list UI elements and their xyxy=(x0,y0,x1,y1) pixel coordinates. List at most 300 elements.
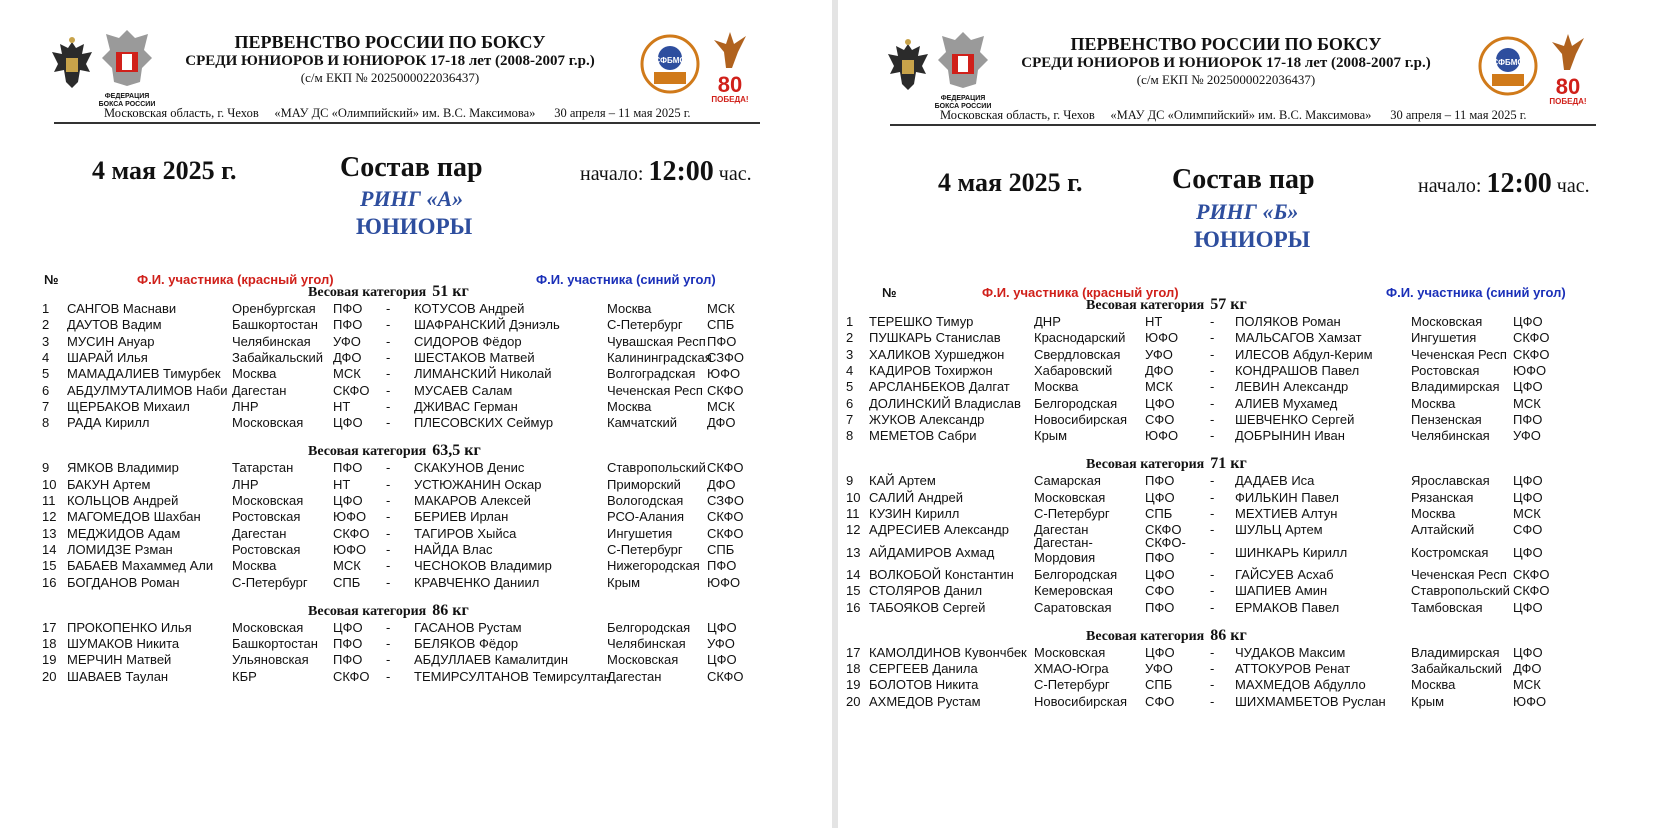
versus-dash: - xyxy=(1210,314,1215,329)
victory-80-number: 80 xyxy=(717,72,743,97)
pair-row xyxy=(0,477,832,494)
red-fighter-district: СФО xyxy=(1145,693,1175,709)
red-fighter-region: Ростовская xyxy=(232,509,301,525)
blue-fighter-region: Ярославская xyxy=(1411,473,1490,489)
blue-fighter-district: МСК xyxy=(707,301,735,316)
venue-dates: 30 апреля – 11 мая 2025 г. xyxy=(554,106,691,120)
versus-dash: - xyxy=(386,509,391,525)
blue-fighter-name: КОТУСОВ Андрей xyxy=(414,301,525,316)
blue-fighter-region: Приморский xyxy=(607,476,681,492)
red-fighter-name: ДОЛИНСКИЙ Владислав xyxy=(869,395,1021,411)
bout-number: 2 xyxy=(846,330,854,346)
versus-dash: - xyxy=(1210,346,1215,362)
red-fighter-region: Свердловская xyxy=(1034,346,1121,362)
blue-fighter-region: Ингушетия xyxy=(607,525,673,541)
blue-fighter-district: ЮФО xyxy=(1513,693,1547,709)
pair-row xyxy=(0,301,832,318)
blue-fighter-region: Московская xyxy=(1411,314,1483,329)
blue-fighter-region: Владимирская xyxy=(1411,379,1500,395)
column-red-corner: Ф.И. участника (красный угол) xyxy=(137,272,334,287)
column-no: № xyxy=(44,272,59,287)
blue-fighter-name: БЕРИЕВ Ирлан xyxy=(414,509,509,525)
column-no: № xyxy=(882,285,897,300)
red-fighter-district: ЦФО xyxy=(333,415,363,431)
red-fighter-district: НТ xyxy=(333,398,351,414)
red-fighter-name: АХМЕДОВ Рустам xyxy=(869,693,981,709)
blue-fighter-region: Москва xyxy=(607,398,652,414)
red-fighter-region: ХМАО-Югра xyxy=(1034,661,1109,677)
bout-number: 12 xyxy=(846,522,861,538)
pair-row xyxy=(0,317,832,334)
red-fighter-district: СКФО xyxy=(333,668,370,684)
red-fighter-name: АДРЕСИЕВ Александр xyxy=(869,522,1009,538)
red-fighter-name: МЕРЧИН Матвей xyxy=(67,652,172,668)
bout-number: 3 xyxy=(846,346,854,362)
blue-fighter-name: ШИХМАМБЕТОВ Руслан xyxy=(1235,693,1386,709)
versus-dash: - xyxy=(386,574,391,590)
blue-fighter-region: Москва xyxy=(1411,677,1456,693)
category-label: ЮНИОРЫ xyxy=(356,214,473,239)
blue-fighter-district: ДФО xyxy=(707,415,736,431)
red-fighter-name: ШАРАЙ Илья xyxy=(67,349,148,365)
red-fighter-name: ШУМАКОВ Никита xyxy=(67,636,180,652)
pair-row xyxy=(0,652,832,669)
venue-hall: «МАУ ДС «Олимпийский» им. В.С. Максимова» xyxy=(1110,108,1372,122)
red-fighter-region: Москва xyxy=(232,366,277,382)
red-fighter-region: Краснодарский xyxy=(1034,330,1126,346)
weight-label: Весовая категория xyxy=(308,444,427,460)
blue-fighter-region: РСО-Алания xyxy=(607,509,685,525)
red-fighter-district: СКФО xyxy=(1145,522,1182,538)
red-fighter-region: Московская xyxy=(1034,644,1106,660)
versus-dash: - xyxy=(386,415,391,431)
pair-row xyxy=(0,575,832,592)
red-fighter-district: СКФО xyxy=(333,525,370,541)
red-fighter-district: ЦФО xyxy=(1145,489,1175,505)
sfbmo-logo-text: СФБМО xyxy=(654,56,686,65)
blue-fighter-name: ТАГИРОВ Хыйса xyxy=(414,525,517,541)
red-fighter-district: ЦФО xyxy=(333,619,363,635)
blue-fighter-region: Владимирская xyxy=(1411,644,1500,660)
versus-dash: - xyxy=(1210,362,1215,378)
blue-fighter-name: УСТЮЖАНИН Оскар xyxy=(414,476,542,492)
bout-number: 14 xyxy=(846,566,861,582)
red-fighter-region: ЛНР xyxy=(232,398,259,414)
header-rule xyxy=(890,124,1596,126)
bout-number: 10 xyxy=(42,476,57,492)
red-fighter-region: Белгородская xyxy=(1034,395,1118,411)
blue-fighter-name: МАХМЕДОВ Абдулло xyxy=(1235,677,1366,693)
versus-dash: - xyxy=(386,619,391,635)
red-fighter-region: Хабаровский xyxy=(1034,362,1113,378)
event-title xyxy=(160,32,620,86)
red-fighter-name: ШАВАЕВ Таулан xyxy=(67,668,169,684)
red-fighter-name: КАДИРОВ Тохиржон xyxy=(869,362,993,378)
red-fighter-region: Оренбургская xyxy=(232,301,316,316)
weight-label: Весовая категория xyxy=(1086,457,1205,473)
versus-dash: - xyxy=(386,382,391,398)
red-fighter-name: ЖУКОВ Александр xyxy=(869,411,985,427)
blue-fighter-region: Вологодская xyxy=(607,493,684,508)
versus-dash: - xyxy=(386,668,391,684)
venue-line xyxy=(104,106,691,121)
pair-row xyxy=(0,558,832,575)
victory-label: ПОБЕДА! xyxy=(711,95,749,104)
blue-fighter-region: Крым xyxy=(607,574,641,590)
blue-fighter-region: Рязанская xyxy=(1411,489,1474,505)
blue-fighter-region: Московская xyxy=(607,652,679,668)
blue-fighter-region: Алтайский xyxy=(1411,522,1475,538)
bout-number: 14 xyxy=(42,541,57,557)
ring-label: РИНГ «А» xyxy=(360,186,464,211)
red-fighter-district: ЦФО xyxy=(333,493,363,508)
blue-fighter-name: ЛЕВИН Александр xyxy=(1235,379,1349,395)
blue-fighter-name: МАЛЬСАГОВ Хамзат xyxy=(1235,330,1362,346)
versus-dash: - xyxy=(386,333,391,349)
blue-fighter-region: Чеченская Респ xyxy=(1411,566,1507,582)
versus-dash: - xyxy=(1210,661,1215,677)
pair-row xyxy=(0,350,832,367)
blue-fighter-region: Москва xyxy=(1411,395,1456,411)
coat-of-arms-icon xyxy=(886,38,930,96)
bout-number: 20 xyxy=(42,668,57,684)
blue-fighter-district: СКФО xyxy=(707,382,744,398)
weight-label: Весовая категория xyxy=(308,285,427,300)
pair-row xyxy=(0,460,832,477)
blue-fighter-name: ШЕВЧЕНКО Сергей xyxy=(1235,411,1355,427)
blue-fighter-district: ЦФО xyxy=(1513,644,1543,660)
coat-of-arms-icon xyxy=(50,36,94,94)
weight-category-heading xyxy=(1086,455,1247,473)
category-label: ЮНИОРЫ xyxy=(1194,227,1311,252)
red-fighter-region: Белгородская xyxy=(1034,566,1118,582)
bout-number: 8 xyxy=(846,428,854,444)
red-fighter-region: Дагестан- Мордовия xyxy=(1034,534,1096,565)
bout-number: 16 xyxy=(42,574,57,590)
weight-label: Весовая категория xyxy=(1086,298,1205,313)
versus-dash: - xyxy=(1210,379,1215,395)
bout-number: 13 xyxy=(846,544,861,560)
bout-number: 1 xyxy=(42,301,50,316)
blue-fighter-name: КОНДРАШОВ Павел xyxy=(1235,362,1360,378)
bout-number: 1 xyxy=(846,314,854,329)
blue-fighter-name: ИЛЕСОВ Абдул-Керим xyxy=(1235,346,1373,362)
pair-row xyxy=(0,620,832,637)
blue-fighter-region: Челябинская xyxy=(607,636,686,652)
bout-number: 17 xyxy=(42,619,57,635)
ffr-logo-text: ФЕДЕРАЦИЯ БОКСА РОССИИ xyxy=(934,95,992,110)
red-fighter-district: ПФО xyxy=(333,460,363,476)
blue-fighter-name: СКАКУНОВ Денис xyxy=(414,460,525,476)
venue-dates: 30 апреля – 11 мая 2025 г. xyxy=(1390,108,1527,122)
blue-fighter-name: ДОБРЫНИН Иван xyxy=(1235,428,1345,444)
blue-fighter-district: МСК xyxy=(707,398,735,414)
red-fighter-region: КБР xyxy=(232,668,257,684)
versus-dash: - xyxy=(1210,506,1215,521)
venue-line xyxy=(940,108,1527,123)
blue-fighter-district: СКФО xyxy=(1513,330,1550,346)
blue-fighter-district: ЦФО xyxy=(707,619,737,635)
blue-fighter-region: Москва xyxy=(607,301,652,316)
versus-dash: - xyxy=(386,366,391,382)
blue-fighter-district: ПФО xyxy=(707,333,737,349)
blue-fighter-district: ПФО xyxy=(707,558,737,574)
red-fighter-name: ЩЕРБАКОВ Михаил xyxy=(67,398,190,414)
red-fighter-name: МАГОМЕДОВ Шахбан xyxy=(67,509,201,525)
red-fighter-district: ПФО xyxy=(333,301,363,316)
bout-number: 4 xyxy=(846,362,854,378)
blue-fighter-name: ДЖИВАС Герман xyxy=(414,398,518,414)
blue-fighter-region: С-Петербург xyxy=(607,317,683,333)
red-fighter-region: С-Петербург xyxy=(232,574,308,590)
red-fighter-name: БАКУН Артем xyxy=(67,476,151,492)
blue-fighter-name: ЧЕСНОКОВ Владимир xyxy=(414,558,552,574)
ffr-logo xyxy=(934,30,992,110)
red-fighter-name: КАЙ Артем xyxy=(869,473,936,489)
red-fighter-region: Дагестан xyxy=(232,525,287,541)
versus-dash: - xyxy=(386,301,391,316)
blue-fighter-name: ТЕМИРСУЛТАНОВ Темирсултан xyxy=(414,668,611,684)
blue-fighter-name: ЛИМАНСКИЙ Николай xyxy=(414,366,552,382)
venue-place: Московская область, г. Чехов xyxy=(104,106,259,120)
versus-dash: - xyxy=(1210,330,1215,346)
red-fighter-name: АРСЛАНБЕКОВ Далгат xyxy=(869,379,1010,395)
blue-fighter-name: ДАДАЕВ Иса xyxy=(1235,473,1315,489)
column-red-corner: Ф.И. участника (красный угол) xyxy=(982,285,1179,300)
red-fighter-region: ЛНР xyxy=(232,476,259,492)
red-fighter-district: УФО xyxy=(1145,346,1173,362)
blue-fighter-district: СПБ xyxy=(707,317,735,333)
red-fighter-district: СФО xyxy=(1145,583,1175,599)
pairs-title: Состав пар xyxy=(1172,164,1315,195)
bout-number: 19 xyxy=(42,652,57,668)
red-fighter-name: САНГОВ Маснави xyxy=(67,301,177,316)
bout-number: 20 xyxy=(846,693,861,709)
blue-fighter-district: ЦФО xyxy=(1513,599,1543,615)
versus-dash: - xyxy=(1210,566,1215,582)
blue-fighter-district: ЦФО xyxy=(1513,544,1543,560)
ring-label: РИНГ «Б» xyxy=(1196,199,1299,224)
bout-number: 3 xyxy=(42,333,50,349)
versus-dash: - xyxy=(1210,395,1215,411)
blue-fighter-region: Челябинская xyxy=(1411,428,1490,444)
red-fighter-name: ЛОМИДЗЕ Рзман xyxy=(67,541,173,557)
blue-fighter-district: ЮФО xyxy=(707,366,741,382)
blue-fighter-district: СКФО xyxy=(707,525,744,541)
blue-fighter-district: ЦФО xyxy=(1513,379,1543,395)
weight-label: Весовая категория xyxy=(1086,628,1205,644)
red-fighter-name: ТАБОЯКОВ Сергей xyxy=(869,599,986,615)
bout-number: 11 xyxy=(846,506,860,521)
blue-fighter-district: МСК xyxy=(1513,395,1541,411)
blue-fighter-district: СПБ xyxy=(707,541,735,557)
versus-dash: - xyxy=(386,476,391,492)
sfbmo-logo-text: СФБМО xyxy=(1492,58,1524,67)
red-fighter-district: ПФО xyxy=(333,636,363,652)
red-fighter-name: МАМАДАЛИЕВ Тимурбек xyxy=(67,366,221,382)
weight-category-heading xyxy=(1086,296,1247,314)
bout-number: 11 xyxy=(42,493,56,508)
bout-number: 6 xyxy=(42,382,50,398)
bout-number: 15 xyxy=(42,558,57,574)
blue-fighter-region: Чувашская Респ xyxy=(607,333,706,349)
weight-category-heading xyxy=(308,602,469,620)
red-fighter-region: Новосибирская xyxy=(1034,411,1128,427)
bout-number: 10 xyxy=(846,489,861,505)
blue-fighter-district: СКФО xyxy=(707,509,744,525)
blue-fighter-name: АТТОКУРОВ Ренат xyxy=(1235,661,1351,677)
start-label: начало: xyxy=(580,163,644,185)
red-fighter-district: СПБ xyxy=(333,574,361,590)
red-fighter-district: УФО xyxy=(333,333,361,349)
versus-dash: - xyxy=(386,636,391,652)
red-fighter-district: ПФО xyxy=(333,652,363,668)
versus-dash: - xyxy=(1210,677,1215,693)
title-line-2: СРЕДИ ЮНИОРОВ И ЮНИОРОК 17-18 лет (2008-2007 г.р.) xyxy=(185,53,595,69)
red-fighter-name: СТОЛЯРОВ Данил xyxy=(869,583,983,599)
column-blue-corner: Ф.И. участника (синий угол) xyxy=(1386,285,1566,300)
blue-fighter-region: Забайкальский xyxy=(1411,661,1502,677)
blue-fighter-district: ДФО xyxy=(707,476,736,492)
bout-number: 5 xyxy=(846,379,854,395)
blue-fighter-name: АЛИЕВ Мухамед xyxy=(1235,395,1338,411)
red-fighter-name: ПРОКОПЕНКО Илья xyxy=(67,619,192,635)
versus-dash: - xyxy=(386,541,391,557)
red-fighter-region: Ульяновская xyxy=(232,652,309,668)
blue-fighter-district: СКФО xyxy=(707,668,744,684)
sfbmo-logo xyxy=(1478,36,1538,96)
blue-fighter-district: СКФО xyxy=(707,460,744,476)
victory-80-number: 80 xyxy=(1555,74,1581,99)
blue-fighter-region: Чеченская Респ xyxy=(607,382,703,398)
red-fighter-district: ДФО xyxy=(333,349,362,365)
blue-fighter-district: УФО xyxy=(1513,428,1541,444)
versus-dash: - xyxy=(386,525,391,541)
blue-fighter-region: Тамбовская xyxy=(1411,599,1483,615)
blue-fighter-region: Дагестан xyxy=(607,668,662,684)
blue-fighter-district: СКФО xyxy=(1513,583,1550,599)
pair-row xyxy=(0,526,832,543)
pairs-title: Состав пар xyxy=(340,152,483,183)
start-unit: час. xyxy=(1556,175,1590,197)
sheet-ring-b xyxy=(838,0,1680,828)
red-fighter-district: ЮФО xyxy=(1145,330,1179,346)
title-line-3: (с/м ЕКП № 2025000022036437) xyxy=(1136,72,1316,87)
versus-dash: - xyxy=(1210,644,1215,660)
blue-fighter-name: ЕРМАКОВ Павел xyxy=(1235,599,1340,615)
blue-fighter-district: СФО xyxy=(1513,522,1543,538)
blue-fighter-name: ШУЛЬЦ Артем xyxy=(1235,522,1323,538)
red-fighter-district: МСК xyxy=(333,558,361,574)
bout-number: 2 xyxy=(42,317,50,333)
blue-fighter-name: ШАФРАНСКИЙ Дэниэль xyxy=(414,317,560,333)
red-fighter-name: КАМОЛДИНОВ Кувончбек xyxy=(869,644,1027,660)
pair-row xyxy=(0,383,832,400)
red-fighter-district: МСК xyxy=(333,366,361,382)
weight-value: 63,5 кг xyxy=(432,442,481,460)
red-fighter-district: МСК xyxy=(1145,379,1173,395)
blue-fighter-district: МСК xyxy=(1513,506,1541,521)
red-fighter-district: СПБ xyxy=(1145,506,1173,521)
victory-80-logo xyxy=(706,30,754,106)
red-fighter-district: ЦФО xyxy=(1145,566,1175,582)
blue-fighter-region: Ставропольский xyxy=(607,460,706,476)
blue-fighter-name: ШЕСТАКОВ Матвей xyxy=(414,349,535,365)
red-fighter-region: Башкортостан xyxy=(232,636,318,652)
red-fighter-district: ЮФО xyxy=(1145,428,1179,444)
start-time-value: 12:00 xyxy=(1486,168,1552,199)
blue-fighter-region: Москва xyxy=(1411,506,1456,521)
column-blue-corner: Ф.И. участника (синий угол) xyxy=(536,272,716,287)
pair-row xyxy=(0,636,832,653)
bout-number: 15 xyxy=(846,583,861,599)
weight-value: 86 кг xyxy=(1210,626,1247,644)
start-time-value: 12:00 xyxy=(648,156,714,187)
red-fighter-region: С-Петербург xyxy=(1034,506,1110,521)
ffr-logo xyxy=(98,28,156,108)
red-fighter-region: Ростовская xyxy=(232,541,301,557)
weight-value: 71 кг xyxy=(1210,455,1247,473)
red-fighter-district: ЦФО xyxy=(1145,644,1175,660)
start-time xyxy=(1418,168,1590,200)
versus-dash: - xyxy=(386,349,391,365)
red-fighter-region: Московская xyxy=(232,415,304,431)
blue-fighter-region: Крым xyxy=(1411,693,1445,709)
bout-number: 13 xyxy=(42,525,57,541)
red-fighter-region: Московская xyxy=(232,619,304,635)
blue-fighter-region: С-Петербург xyxy=(607,541,683,557)
blue-fighter-district: МСК xyxy=(1513,677,1541,693)
red-fighter-name: ДАУТОВ Вадим xyxy=(67,317,162,333)
bout-number: 19 xyxy=(846,677,861,693)
blue-fighter-name: НАЙДА Влас xyxy=(414,541,493,557)
title-line-1: ПЕРВЕНСТВО РОССИИ ПО БОКСУ xyxy=(234,32,546,52)
pair-row xyxy=(0,366,832,383)
red-fighter-region: Москва xyxy=(1034,379,1079,395)
versus-dash: - xyxy=(1210,583,1215,599)
versus-dash: - xyxy=(386,652,391,668)
blue-fighter-name: ШИНКАРЬ Кирилл xyxy=(1235,544,1348,560)
title-line-3: (с/м ЕКП № 2025000022036437) xyxy=(300,70,480,85)
versus-dash: - xyxy=(1210,428,1215,444)
blue-fighter-name: ПЛЕСОВСКИХ Сеймур xyxy=(414,415,554,431)
start-time xyxy=(580,156,752,188)
bout-number: 7 xyxy=(42,398,50,414)
red-fighter-name: КОЛЬЦОВ Андрей xyxy=(67,493,179,508)
pair-row xyxy=(0,669,832,686)
blue-fighter-name: ЧУДАКОВ Максим xyxy=(1235,644,1346,660)
versus-dash: - xyxy=(386,398,391,414)
blue-fighter-name: БЕЛЯКОВ Фёдор xyxy=(414,636,519,652)
blue-fighter-district: СКФО xyxy=(1513,346,1550,362)
versus-dash: - xyxy=(386,493,391,508)
blue-fighter-region: Пензенская xyxy=(1411,411,1482,427)
red-fighter-district: ПФО xyxy=(1145,599,1175,615)
blue-fighter-region: Ставропольский xyxy=(1411,583,1510,599)
bout-number: 16 xyxy=(846,599,861,615)
blue-fighter-name: СИДОРОВ Фёдор xyxy=(414,333,522,349)
red-fighter-name: МЕДЖИДОВ Адам xyxy=(67,525,181,541)
bout-number: 9 xyxy=(42,460,50,476)
blue-fighter-district: ПФО xyxy=(1513,411,1543,427)
red-fighter-district: СПБ xyxy=(1145,677,1173,693)
weight-label: Весовая категория xyxy=(308,603,427,619)
red-fighter-district: ЦФО xyxy=(1145,395,1175,411)
red-fighter-region: Дагестан xyxy=(232,382,287,398)
blue-fighter-name: МУСАЕВ Салам xyxy=(414,382,513,398)
versus-dash: - xyxy=(1210,599,1215,615)
blue-fighter-name: ГАЙСУЕВ Асхаб xyxy=(1235,566,1334,582)
